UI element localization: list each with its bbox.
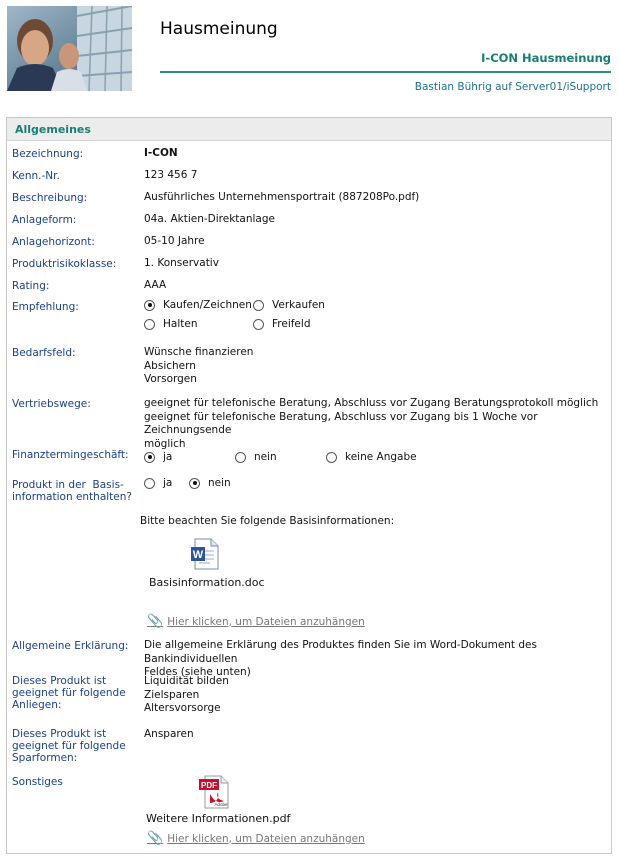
- label-rating: Rating:: [12, 280, 50, 292]
- label-line: geeignet für folgende: [12, 687, 126, 699]
- word-badge: W: [192, 549, 204, 561]
- radio-dot[interactable]: [189, 478, 200, 489]
- pdf-document-icon[interactable]: [198, 775, 232, 812]
- radio-dot[interactable]: [253, 300, 264, 311]
- word-document-icon[interactable]: [189, 538, 221, 573]
- attach-files-link[interactable]: [147, 614, 365, 629]
- value-erklaerung: [144, 639, 611, 680]
- paperclip-icon: 📎: [147, 614, 164, 629]
- radio-dot[interactable]: [144, 300, 155, 311]
- bedarfsfeld-item: Absichern: [144, 359, 196, 372]
- radio-dot[interactable]: [144, 478, 155, 489]
- header-photo: [7, 6, 132, 91]
- general-section: [6, 117, 612, 854]
- label-erklaerung: Allgemeine Erklärung:: [12, 640, 129, 652]
- radio-ftg-nein[interactable]: [235, 451, 277, 463]
- radio-label: Freifeld: [272, 318, 311, 330]
- basis-hint: Bitte beachten Sie folgende Basisinformationen:: [140, 515, 395, 527]
- paperclip-icon: 📎: [147, 831, 164, 846]
- radio-dot[interactable]: [144, 452, 155, 463]
- page-subtitle: I-CON Hausmeinung: [481, 51, 611, 65]
- radio-ftg-ja[interactable]: [144, 451, 172, 463]
- radio-kaufen-zeichnen[interactable]: [144, 299, 252, 311]
- value-beschreibung: Ausführliches Unternehmensportrait (887208Po.pdf): [144, 191, 420, 203]
- vertriebsweg-line: möglich: [144, 437, 186, 450]
- erklaerung-line: Feldes (siehe unten): [144, 666, 251, 678]
- radio-label: Halten: [163, 318, 198, 330]
- label-line: Sparformen:: [12, 752, 78, 764]
- radio-label: ja: [163, 477, 173, 489]
- pdf-file-name[interactable]: Weitere Informationen.pdf: [146, 812, 291, 825]
- radio-basis-ja[interactable]: [144, 477, 172, 489]
- radio-dot[interactable]: [144, 319, 155, 330]
- label-line: geeignet für folgende: [12, 740, 126, 752]
- radio-label: nein: [208, 477, 231, 489]
- page-title: Hausmeinung: [160, 19, 278, 39]
- radio-label: Verkaufen: [272, 299, 325, 311]
- vertriebsweg-line: geeignet für telefonische Beratung, Abschluss vor Zugang bis 1 Woche vor Zeichnungsende: [144, 410, 538, 436]
- anliegen-item: Liquidität bilden: [144, 675, 229, 687]
- label-line: Anliegen:: [12, 699, 62, 711]
- label-vertriebswege: Vertriebswege:: [12, 398, 91, 410]
- value-vertriebswege: [144, 397, 611, 451]
- anliegen-item: Zielsparen: [144, 688, 200, 701]
- attach-files-link-2[interactable]: [147, 831, 365, 846]
- value-rating: AAA: [144, 279, 167, 291]
- value-bedarfsfeld: [144, 346, 253, 387]
- label-anlageform: Anlageform:: [12, 214, 77, 226]
- adobe-badge: Adobe: [214, 802, 228, 807]
- label-line: Dieses Produkt ist: [12, 728, 107, 740]
- label-bezeichnung: Bezeichnung:: [12, 148, 84, 160]
- label-sonstiges: Sonstiges: [12, 776, 63, 788]
- pdf-badge: PDF: [201, 781, 217, 790]
- label-empfehlung: Empfehlung:: [12, 301, 79, 313]
- label-produktrisikoklasse: Produktrisikoklasse:: [12, 258, 117, 270]
- attach-link-label: Hier klicken, um Dateien anzuhängen: [167, 832, 365, 845]
- radio-dot[interactable]: [326, 452, 337, 463]
- label-line: Dieses Produkt ist: [12, 675, 107, 687]
- section-title: Allgemeines: [7, 118, 611, 141]
- erklaerung-line: Die allgemeine Erklärung des Produktes finden Sie im Word-Dokument des Bankindividuellen: [144, 639, 537, 665]
- radio-freifeld[interactable]: [253, 318, 310, 330]
- vertriebsweg-line: geeignet für telefonische Beratung, Abschluss vor Zugang Beratungsprotokoll möglich: [144, 397, 599, 409]
- bedarfsfeld-item: Vorsorgen: [144, 373, 197, 385]
- radio-label: nein: [254, 451, 277, 463]
- radio-label: keine Angabe: [345, 451, 417, 463]
- value-kenn-nr: 123 456 7: [144, 169, 198, 181]
- label-line: Produkt in der Basis-: [12, 479, 124, 491]
- radio-verkaufen[interactable]: [253, 299, 325, 311]
- label-beschreibung: Beschreibung:: [12, 192, 88, 204]
- radio-dot[interactable]: [235, 452, 246, 463]
- label-line: information enthalten?: [12, 491, 132, 503]
- value-anlagehorizont: 05-10 Jahre: [144, 235, 205, 247]
- radio-basis-nein[interactable]: [189, 477, 231, 489]
- label-bedarfsfeld: Bedarfsfeld:: [12, 347, 76, 359]
- label-anlagehorizont: Anlagehorizont:: [12, 236, 95, 248]
- radio-label: ja: [163, 451, 173, 463]
- user-server-info: Bastian Bührig auf Server01/iSupport: [414, 81, 611, 93]
- bedarfsfeld-item: Wünsche finanzieren: [144, 346, 254, 358]
- radio-halten[interactable]: [144, 318, 197, 330]
- radio-dot[interactable]: [253, 319, 264, 330]
- radio-label: Kaufen/Zeichnen: [163, 299, 252, 311]
- attach-link-label: Hier klicken, um Dateien anzuhängen: [167, 615, 365, 628]
- label-anliegen: [12, 675, 126, 711]
- header-divider: [160, 71, 611, 73]
- value-anliegen: [144, 675, 229, 716]
- value-sparformen: Ansparen: [144, 728, 194, 740]
- value-bezeichnung: I-CON: [144, 147, 178, 159]
- label-finanztermingeschaeft: Finanztermingeschäft:: [12, 449, 129, 461]
- label-sparformen: [12, 728, 126, 764]
- label-kenn-nr: Kenn.-Nr.: [12, 170, 60, 182]
- basis-file-name[interactable]: Basisinformation.doc: [149, 576, 265, 589]
- label-basisinformation: [12, 479, 132, 503]
- value-produktrisikoklasse: 1. Konservativ: [144, 257, 219, 269]
- radio-ftg-keine-angabe[interactable]: [326, 451, 417, 463]
- anliegen-item: Altersvorsorge: [144, 702, 221, 714]
- value-anlageform: 04a. Aktien-Direktanlage: [144, 213, 275, 225]
